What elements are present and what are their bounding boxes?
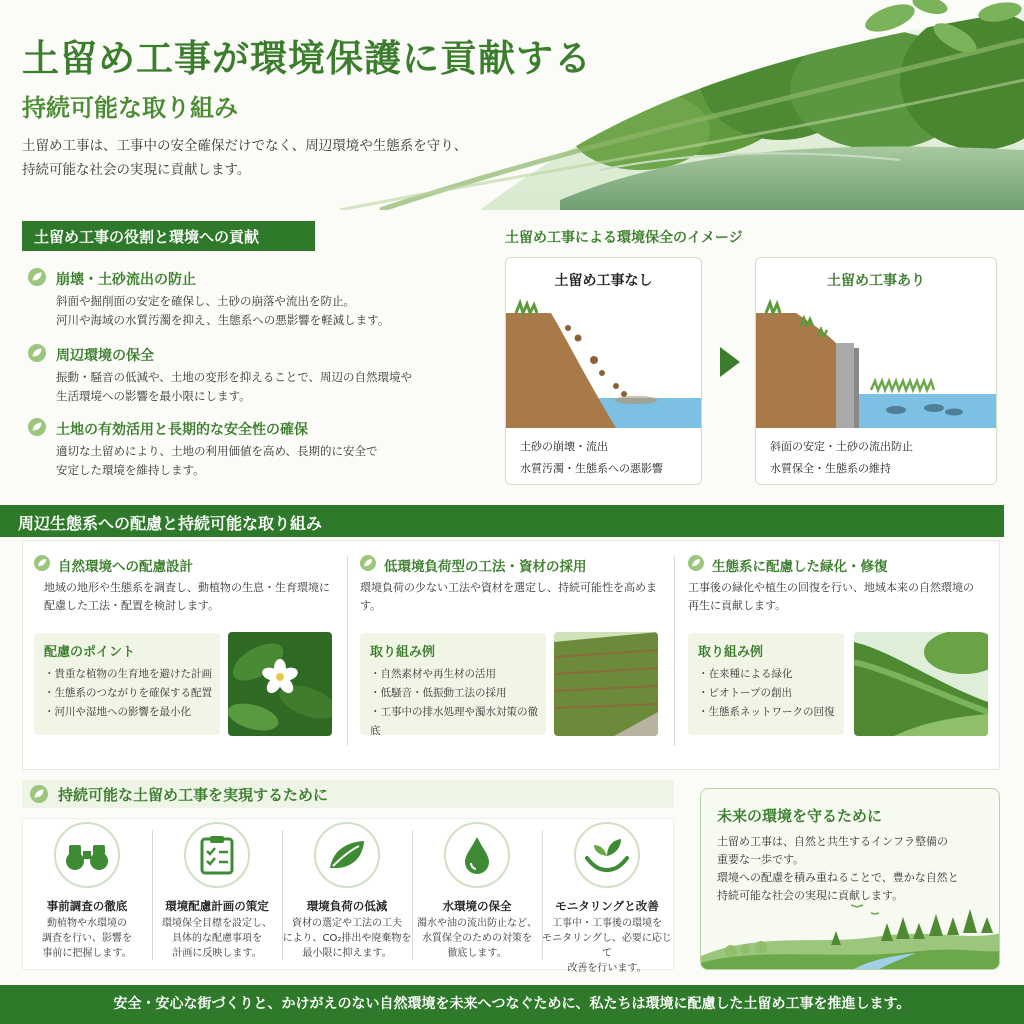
eco-column-1 (34, 553, 334, 753)
intro-text (22, 134, 522, 182)
eco-column-3 (688, 553, 993, 753)
example-item: ・ビオトープの創出 (698, 687, 792, 699)
leaf-icon (30, 785, 48, 803)
eco-column-text: 工事後の緑化や植生の回復を行い、地域本来の自然環境の (688, 581, 974, 594)
intro-line-1: 土留め工事は、工事中の安全確保だけでなく、周辺環境や生態系を守り、 (22, 138, 468, 154)
column-divider (674, 556, 675, 746)
panel-caption: 斜面の安定・土砂の流出防止 (770, 440, 913, 453)
role-item-text: 斜面や掘削面の安定を確保し、土砂の崩落や流出を防止。 (56, 294, 355, 308)
sustain-item-text: 調査を行い、影響を (42, 933, 132, 944)
revegetated-slope-photo (854, 632, 988, 736)
sustain-item-title: 環境配慮計画の策定 (165, 899, 269, 913)
examples-box (688, 633, 844, 735)
eco-column-title: 生態系に配慮した緑化・修復 (712, 559, 888, 575)
example-item: ・自然素材や再生材の活用 (370, 668, 496, 680)
point-item: ・河川や湿地への影響を最小化 (44, 706, 191, 718)
sustain-item-1 (22, 822, 152, 967)
role-item-title: 崩壊・土砂流出の防止 (56, 272, 196, 288)
section-heading-eco: 周辺生態系への配慮と持続可能な取り組み (0, 505, 1004, 537)
sustain-item-text: 最小限に抑えます。 (302, 948, 392, 959)
page-title: 土留め工事が環境保護に貢献する (22, 37, 592, 80)
intro-line-2: 持続可能な社会の実現に貢献します。 (22, 162, 251, 178)
section-heading-sustain (22, 780, 674, 808)
arrow-right-icon (718, 345, 742, 379)
eco-column-text: 再生に貢献します。 (688, 599, 787, 612)
role-item-text: 河川や海域の水質汚濁を抑え、生態系への悪影響を軽減します。 (56, 313, 390, 327)
future-text: 重要な一歩です。 (717, 853, 805, 866)
examples-box (360, 633, 546, 735)
eco-column-title: 自然環境への配慮設計 (58, 559, 193, 575)
binoculars-icon (54, 822, 120, 888)
retained-slope-illustration (756, 298, 997, 428)
future-title: 未来の環境を守るために (717, 807, 883, 825)
panel-without-retaining (505, 257, 702, 485)
page-subtitle: 持続可能な取り組み (22, 94, 238, 122)
panel-caption: 水質保全・生態系の維持 (770, 462, 891, 475)
column-divider (347, 556, 348, 746)
point-item: ・生態系のつながりを確保する配置 (44, 687, 212, 699)
leaf-icon (314, 822, 380, 888)
hands-sprout-icon (574, 822, 640, 888)
sustain-item-text: モニタリングし、必要に応じて (542, 933, 672, 959)
white-flower-photo (228, 632, 332, 736)
sustain-item-title: 事前調査の徹底 (46, 899, 128, 913)
role-item-text: 生活環境への影響を最小限にします。 (56, 389, 251, 403)
comparison-title: 土留め工事による環境保全のイメージ (505, 230, 743, 246)
eco-column-text: 環境負荷の少ない工法や資材を選定し、持続可能性を高めます。 (360, 581, 657, 612)
sustain-item-title: モニタリングと改善 (555, 899, 659, 913)
example-item: ・低騒音・低振動工法の採用 (370, 687, 507, 699)
sustain-item-text: 計画に反映します。 (172, 948, 262, 959)
landscape-illustration (701, 901, 1000, 970)
green-wall-photo (554, 632, 658, 736)
example-item: ・工事中の排水処理や濁水対策の徹底 (370, 706, 538, 737)
sustain-item-text: により、CO₂排出や廃棄物を (282, 933, 412, 944)
sustain-item-title: 環境負荷の低減 (306, 899, 388, 913)
leaf-icon (360, 555, 376, 571)
role-item-3 (28, 418, 378, 477)
panel-caption: 土砂の崩壊・流出 (520, 440, 608, 453)
leaf-icon (28, 418, 46, 436)
sustain-item-text: 水質保全のための対策を (422, 933, 532, 944)
panel-label: 土留め工事あり (827, 273, 925, 289)
sustain-item-5 (542, 822, 672, 974)
leaf-icon (688, 555, 704, 571)
sustain-item-text: 事前に把握します。 (42, 948, 132, 959)
future-text: 環境への配慮を積み重ねることで、豊かな自然と (717, 871, 959, 884)
sustain-item-text: 徹底します。 (447, 948, 507, 959)
panel-label: 土留め工事なし (554, 273, 653, 289)
point-item: ・貴重な植物の生育地を避けた計画 (44, 668, 212, 680)
role-item-title: 周辺環境の保全 (56, 348, 154, 364)
leaf-icon (28, 268, 46, 286)
role-item-text: 安定した環境を維持します。 (56, 463, 205, 477)
sustain-item-text: 改善を行います。 (567, 963, 647, 974)
example-item: ・生態系ネットワークの回復 (698, 706, 835, 718)
role-item-text: 適切な土留めにより、土地の利用価値を高め、長期的に安全で (56, 444, 378, 458)
eroding-slope-illustration (506, 298, 702, 428)
leaf-icon (28, 344, 46, 362)
eco-column-2 (360, 553, 670, 753)
role-item-1 (28, 268, 390, 327)
eco-column-title: 低環境負荷型の工法・資材の採用 (384, 559, 587, 575)
examples-box-title: 取り組み例 (698, 645, 764, 660)
future-text: 土留め工事は、自然と共生するインフラ整備の (717, 835, 948, 848)
sustain-item-3 (282, 822, 412, 967)
eco-column-text: 配慮した工法・配置を検討します。 (44, 599, 220, 612)
section-heading-text: 持続可能な土留め工事を実現するために (58, 786, 329, 804)
future-message-box (700, 788, 1000, 970)
sustain-item-text: 工事中・工事後の環境を (552, 918, 662, 929)
section-heading-role: 土留め工事の役割と環境への貢献 (22, 221, 315, 251)
footer-banner: 安全・安心な街づくりと、かけがえのない自然環境を未来へつなぐために、私たちは環境に配慮した土留め工事を推進します。 (0, 985, 1024, 1024)
role-item-2 (28, 344, 413, 403)
example-item: ・在来種による緑化 (698, 668, 793, 680)
role-item-title: 土地の有効活用と長期的な安全性の確保 (56, 422, 308, 438)
points-box-title: 配慮のポイント (44, 645, 136, 660)
role-item-text: 振動・騒音の低減や、土地の変形を抑えることで、周辺の自然環境や (56, 370, 413, 384)
sustain-item-text: 濁水や油の流出防止など、 (417, 918, 537, 929)
clipboard-icon (184, 822, 250, 888)
future-text: 持続可能な社会の実現に貢献します。 (717, 889, 904, 902)
examples-box-title: 取り組み例 (370, 645, 436, 660)
panel-with-retaining (755, 257, 997, 485)
sustain-item-text: 動植物や水環境の (47, 918, 127, 929)
points-box (34, 633, 220, 735)
sustain-item-text: 資材の選定や工法の工夫 (292, 918, 402, 929)
sustain-item-text: 具体的な配慮事項を (172, 933, 262, 944)
eco-column-text: 地域の地形や生態系を調査し、動植物の生息・生育環境に (44, 581, 330, 594)
sustain-item-title: 水環境の保全 (442, 899, 512, 913)
panel-caption: 水質汚濁・生態系への悪影響 (520, 462, 663, 475)
sustain-item-4 (412, 822, 542, 967)
sustain-item-2 (152, 822, 282, 967)
leaf-icon (34, 555, 50, 571)
water-drop-icon (444, 822, 510, 888)
sustain-item-text: 環境保全目標を設定し、 (162, 918, 272, 929)
